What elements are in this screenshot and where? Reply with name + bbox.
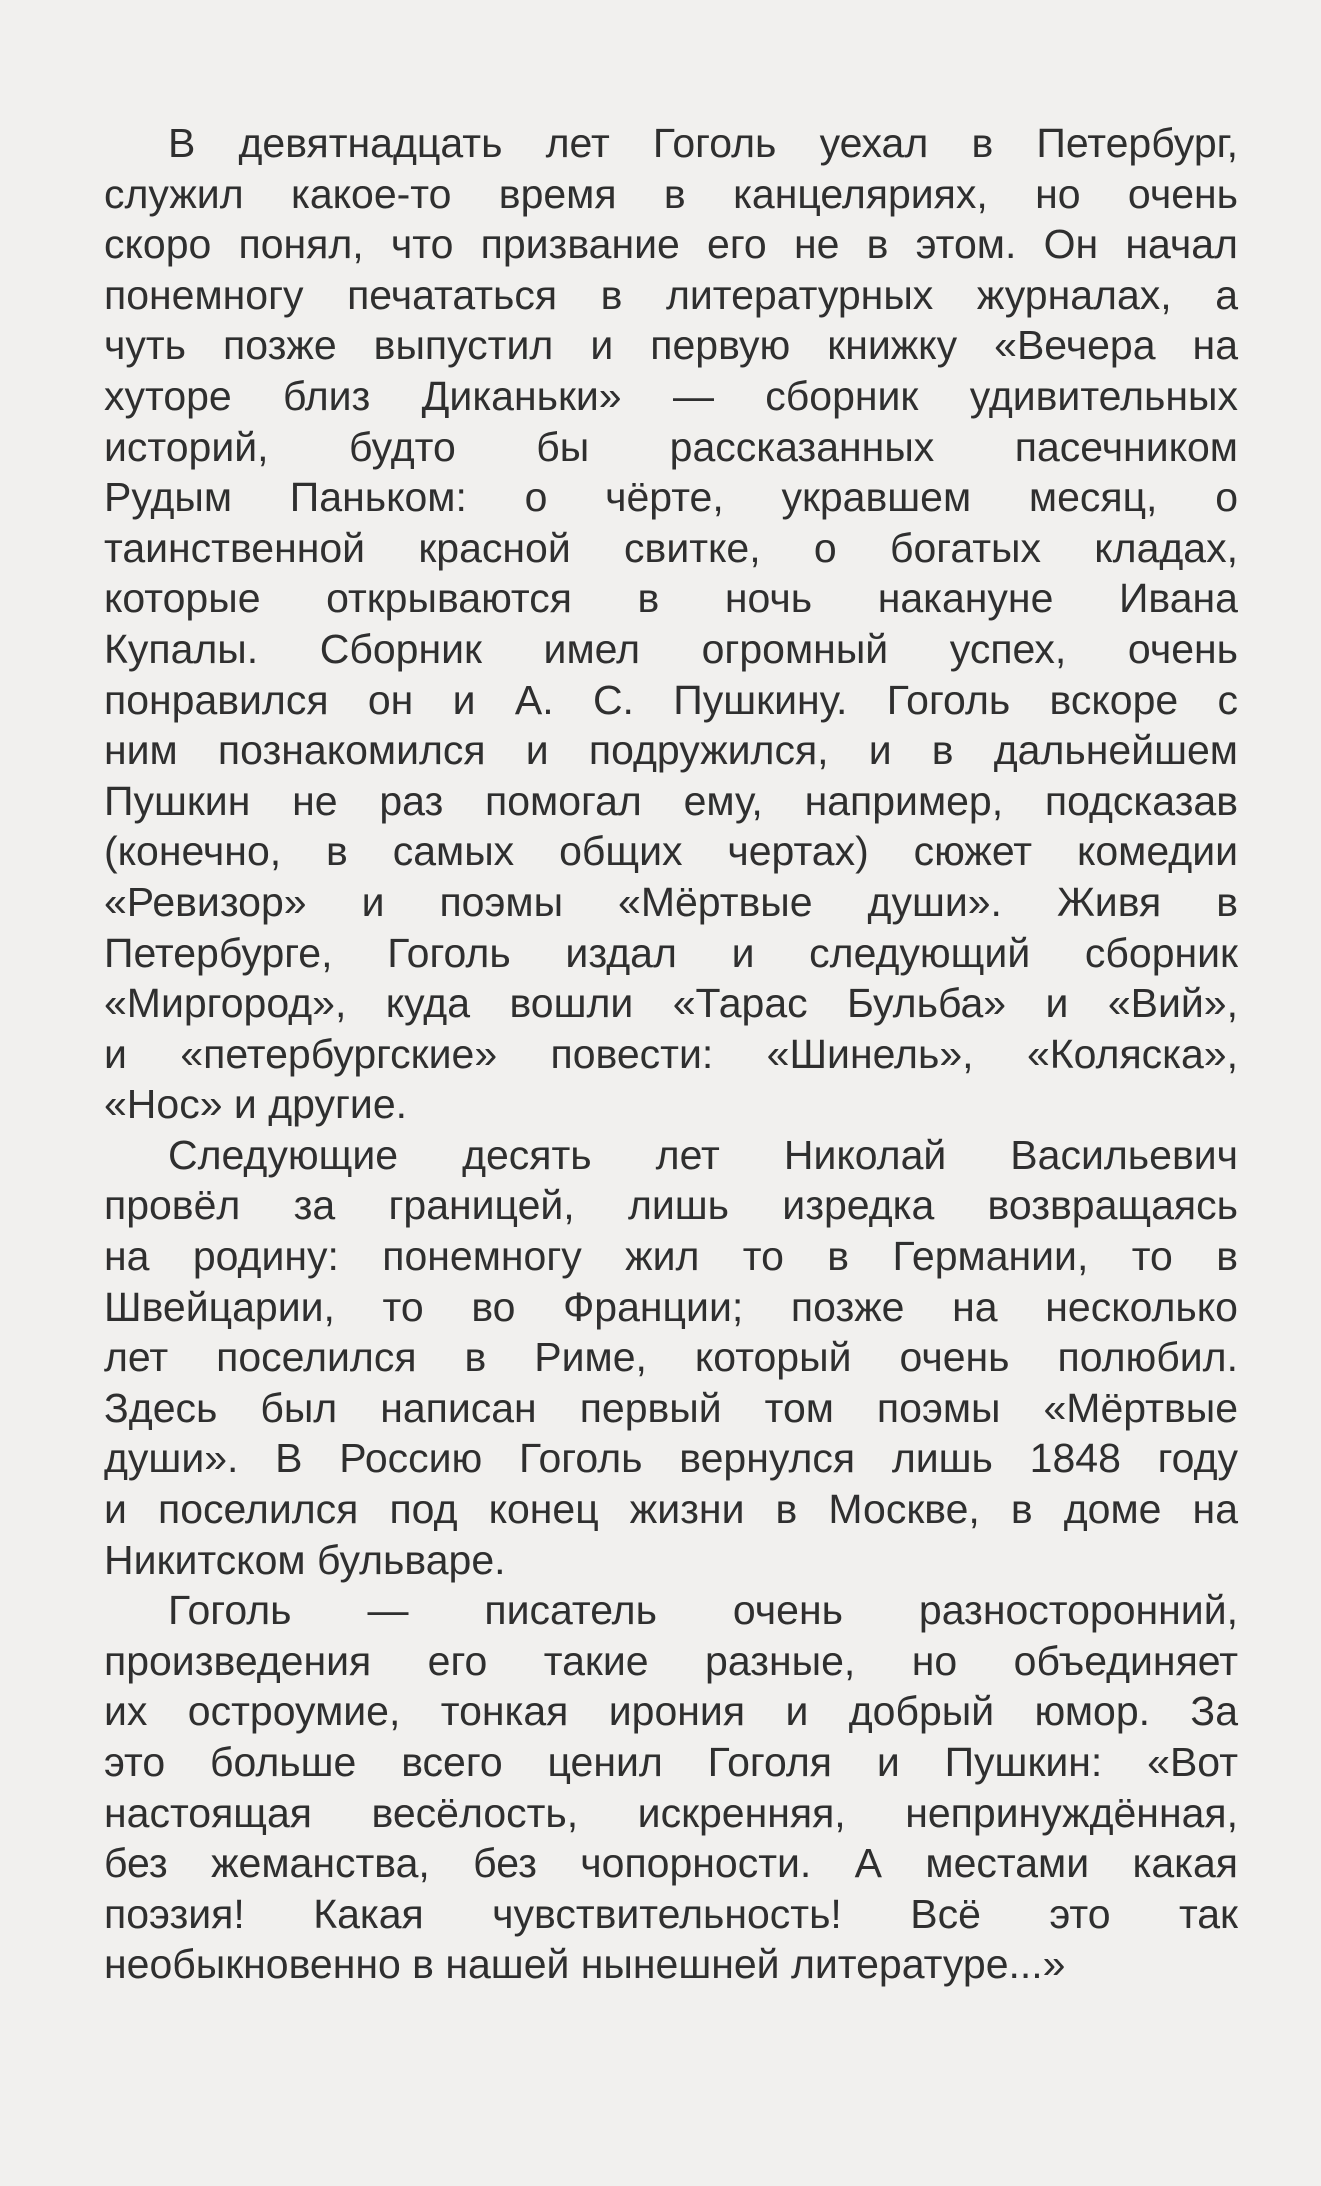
text-line: понравился он и А. С. Пушкину. Гоголь вскоре с	[104, 676, 1238, 723]
text-line: необыкновенно в нашей нынешней литературе...»	[104, 1941, 1066, 1988]
text-line: В девятнадцать лет Гоголь уехал в Петербург,	[168, 120, 1238, 166]
text-line: хуторе близ Диканьки» — сборник удивительных	[104, 372, 1238, 419]
text-line: лет поселился в Риме, который очень полюбил.	[104, 1334, 1238, 1381]
paragraph	[104, 118, 1238, 1130]
text-line: таинственной красной свитке, о богатых кладах,	[104, 524, 1238, 571]
paragraph	[104, 1585, 1238, 1990]
text-line: понемногу печататься в литературных журналах, а	[104, 271, 1238, 318]
text-line: которые открываются в ночь накануне Ивана	[104, 575, 1238, 622]
book-page-text	[104, 118, 1238, 1990]
text-line: Петербурге, Гоголь издал и следующий сборник	[104, 929, 1238, 976]
text-line: Швейцарии, то во Франции; позже на несколько	[104, 1283, 1238, 1330]
text-line: скоро понял, что призвание его не в этом. Он начал	[104, 221, 1238, 268]
text-line: Следующие десять лет Николай Васильевич	[168, 1131, 1238, 1178]
text-line: Купалы. Сборник имел огромный успех, очень	[104, 625, 1238, 672]
text-line: Никитском бульваре.	[104, 1536, 506, 1583]
text-line: «Ревизор» и поэмы «Мёртвые души». Живя в	[104, 878, 1238, 925]
paragraph	[104, 1130, 1238, 1585]
text-line: Гоголь — писатель очень разносторонний,	[168, 1587, 1238, 1634]
text-line: Пушкин не раз помогал ему, например, подсказав	[104, 777, 1238, 824]
text-line: (конечно, в самых общих чертах) сюжет комедии	[104, 828, 1238, 875]
text-line: без жеманства, без чопорности. А местами какая	[104, 1840, 1238, 1887]
text-line: их остроумие, тонкая ирония и добрый юмор. За	[104, 1688, 1238, 1735]
text-line: «Нос» и другие.	[104, 1081, 408, 1128]
text-line: служил какое-то время в канцеляриях, но очень	[104, 170, 1238, 217]
text-line: и поселился под конец жизни в Москве, в доме на	[104, 1486, 1238, 1533]
text-line: Здесь был написан первый том поэмы «Мёртвые	[104, 1384, 1238, 1431]
text-line: и «петербургские» повести: «Шинель», «Коляска»,	[104, 1030, 1238, 1077]
text-line: настоящая весёлость, искренняя, непринуждённая,	[104, 1789, 1238, 1836]
text-line: «Миргород», куда вошли «Тарас Бульба» и «Вий»,	[104, 980, 1238, 1027]
text-line: поэзия! Какая чувствительность! Всё это так	[104, 1890, 1238, 1937]
text-line: Рудым Паньком: о чёрте, укравшем месяц, о	[104, 474, 1238, 521]
text-line: ним познакомился и подружился, и в дальнейшем	[104, 727, 1238, 774]
text-line: провёл за границей, лишь изредка возвращаясь	[104, 1182, 1238, 1229]
text-line: чуть позже выпустил и первую книжку «Вечера на	[104, 322, 1238, 369]
text-line: это больше всего ценил Гоголя и Пушкин: «Вот	[104, 1739, 1238, 1785]
text-line: произведения его такие разные, но объединяет	[104, 1637, 1238, 1684]
text-line: историй, будто бы рассказанных пасечником	[104, 423, 1238, 470]
text-line: души». В Россию Гоголь вернулся лишь 1848 году	[104, 1435, 1238, 1482]
text-line: на родину: понемногу жил то в Германии, то в	[104, 1233, 1238, 1280]
